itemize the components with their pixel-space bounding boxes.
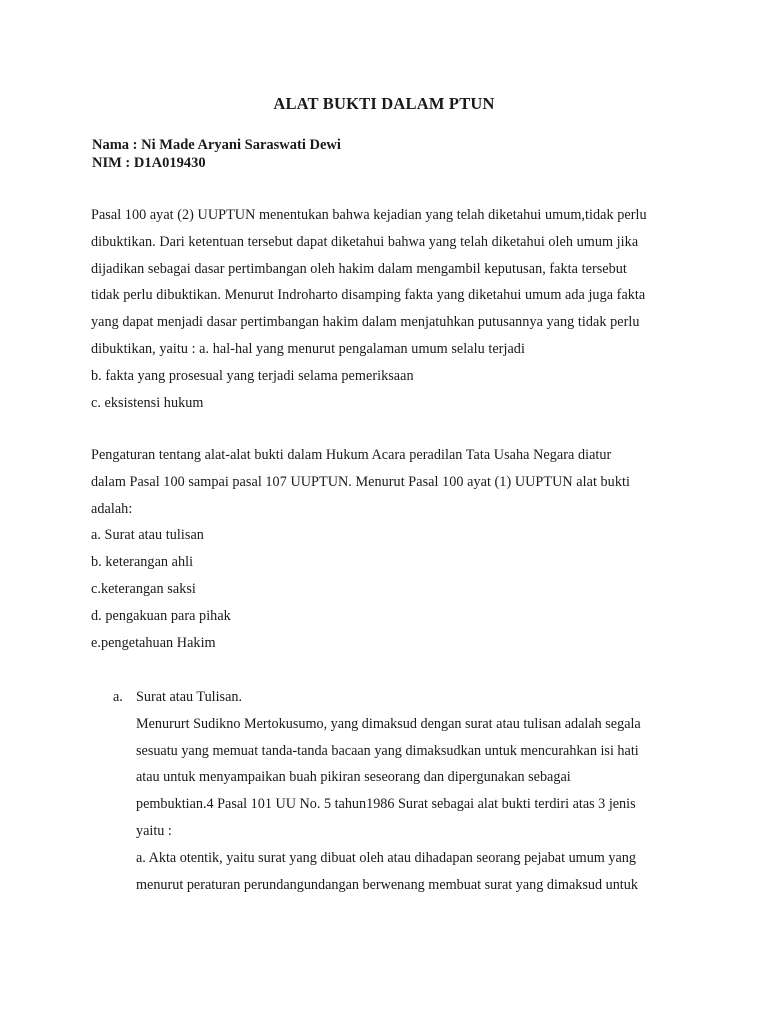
paragraph-2 (91, 442, 691, 656)
paragraph-line: menurut peraturan perundangundangan berwenang membuat surat yang dimaksud untuk (136, 876, 638, 893)
paragraph-line: b. fakta yang prosesual yang terjadi selama pemeriksaan (91, 367, 414, 384)
paragraph-line: yang dapat menjadi dasar pertimbangan hakim dalam menjatuhkan putusannya yang tidak perlu (91, 314, 640, 331)
paragraph-line: dijadikan sebagai dasar pertimbangan oleh hakim dalam mengambil keputusan, fakta tersebut (91, 260, 627, 277)
paragraph-line: sesuatu yang memuat tanda-tanda bacaan yang dimaksudkan untuk mencurahkan isi hati (136, 742, 639, 759)
paragraph-line: dalam Pasal 100 sampai pasal 107 UUPTUN. Menurut Pasal 100 ayat (1) UUPTUN alat bukti (91, 473, 630, 490)
author-nim: NIM : D1A019430 (92, 155, 206, 171)
paragraph-line: Pengaturan tentang alat-alat bukti dalam Hukum Acara peradilan Tata Usaha Negara diatur (91, 447, 612, 463)
paragraph-line: a. Akta otentik, yaitu surat yang dibuat oleh atau dihadapan seorang pejabat umum yang (136, 849, 636, 866)
paragraph-line: Pasal 100 ayat (2) UUPTUN menentukan bahwa kejadian yang telah diketahui umum,tidak perlu (91, 207, 647, 223)
paragraph-line: tidak perlu dibuktikan. Menurut Indroharto disamping fakta yang diketahui umum ada juga fakta (91, 287, 646, 304)
list-item: e.pengetahuan Hakim (91, 634, 216, 651)
list-item: d. pengakuan para pihak (91, 607, 231, 624)
paragraph-line: dibuktikan, yaitu : a. hal-hal yang menurut pengalaman umum selalu terjadi (91, 340, 525, 357)
paragraph-line: atau untuk menyampaikan buah pikiran seseorang dan dipergunakan sebagai (136, 769, 571, 786)
author-name: Nama : Ni Made Aryani Saraswati Dewi (92, 137, 341, 153)
paragraph-line: c. eksistensi hukum (91, 394, 204, 411)
list-item: b. keterangan ahli (91, 554, 194, 571)
list-item: c.keterangan saksi (91, 580, 196, 597)
section-heading: Surat atau Tulisan. (136, 689, 243, 705)
section-a-content (136, 684, 716, 898)
paragraph-line: dibuktikan. Dari ketentuan tersebut dapat diketahui bahwa yang telah diketahui oleh umum jika (91, 233, 639, 250)
paragraph-line: adalah: (91, 500, 133, 517)
document-title: ALAT BUKTI DALAM PTUN (273, 94, 495, 113)
paragraph-line: pembuktian.4 Pasal 101 UU No. 5 tahun1986 Surat sebagai alat bukti terdiri atas 3 jenis (136, 796, 636, 813)
paragraph-1 (91, 202, 691, 416)
list-item: a. Surat atau tulisan (91, 527, 204, 544)
paragraph-line: Menururt Sudikno Mertokusumo, yang dimaksud dengan surat atau tulisan adalah segala (136, 715, 641, 732)
paragraph-line: yaitu : (136, 822, 172, 839)
list-marker: a. (113, 689, 123, 705)
